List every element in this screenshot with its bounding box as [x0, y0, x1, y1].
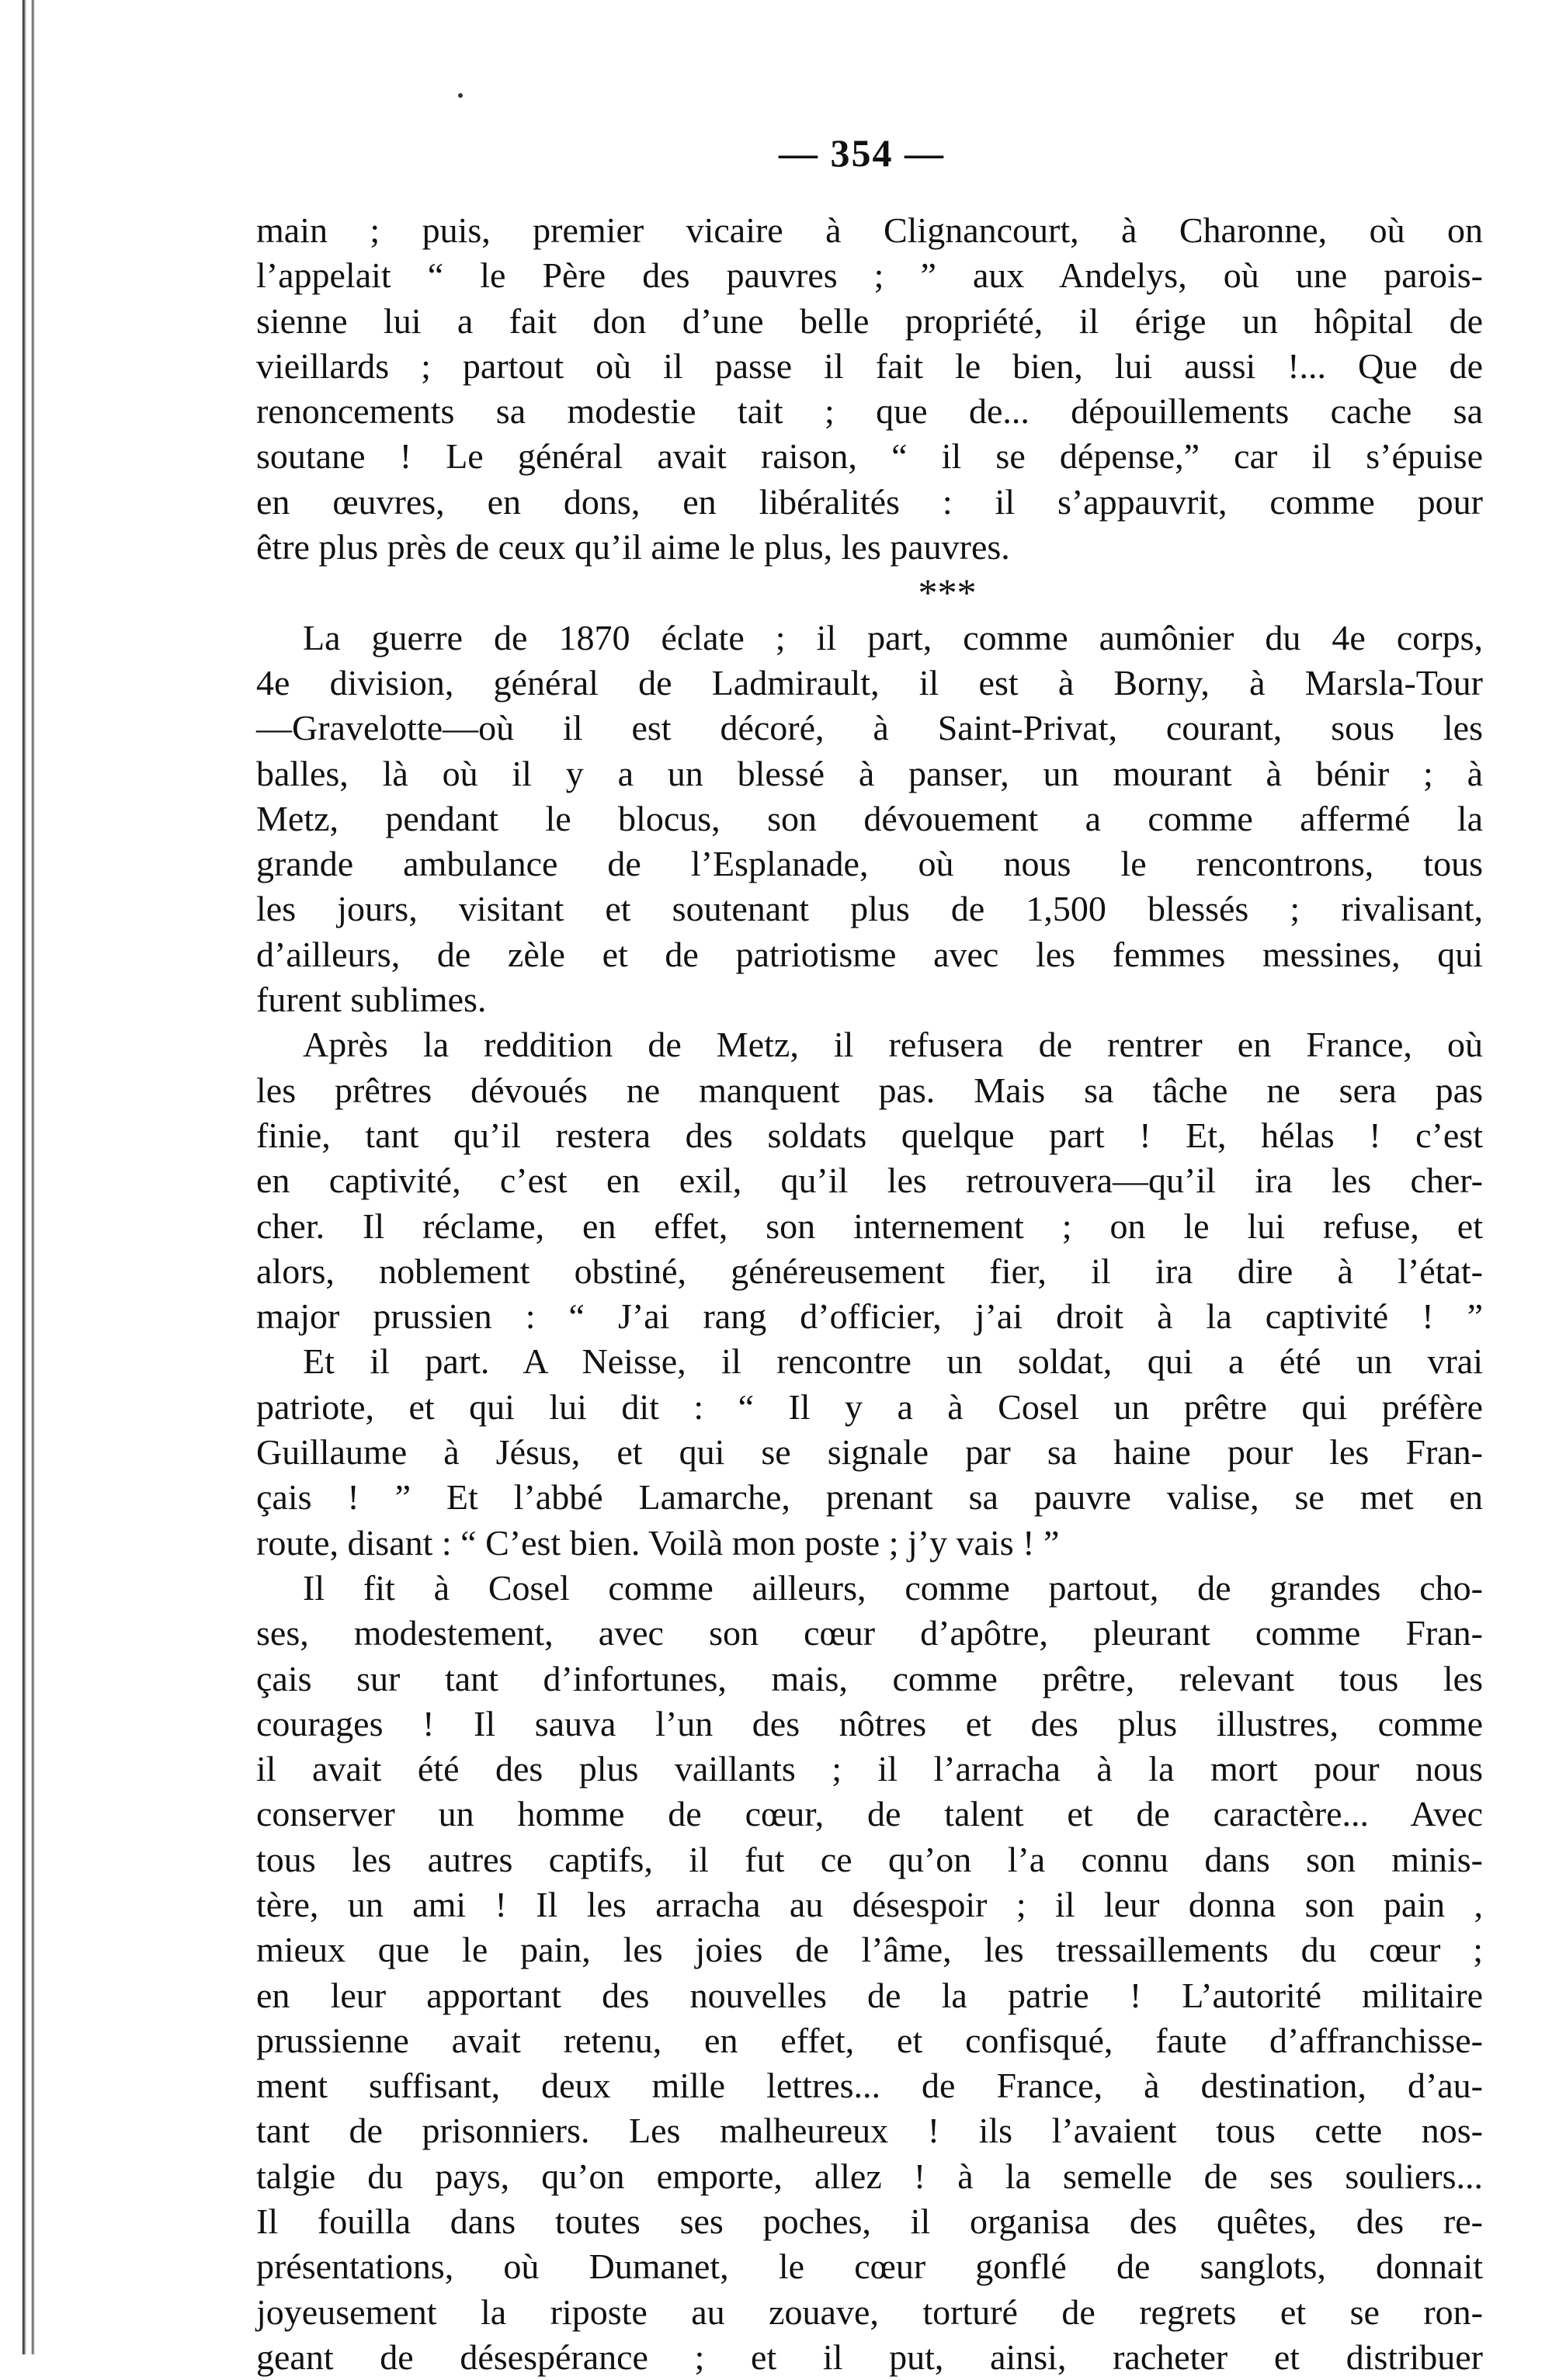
- text-line: alors, noblement obstiné, généreusement fier, il ira dire à l’état-: [256, 1251, 1483, 1291]
- text-line: d’ailleurs, de zèle et de patriotisme avec les femmes messines, qui: [256, 934, 1483, 974]
- text-line: mieux que le pain, les joies de l’âme, les tressaillements du cœur ;: [256, 1930, 1483, 1970]
- text-line: être plus près de ceux qu’il aime le plus, les pauvres.: [256, 527, 1010, 567]
- text-line: en leur apportant des nouvelles de la patrie ! L’autorité militaire: [256, 1975, 1483, 2015]
- text-line: ment suffisant, deux mille lettres... de France, à destination, d’au-: [256, 2066, 1483, 2106]
- text-line: conserver un homme de cœur, de talent et de caractère... Avec: [256, 1794, 1483, 1834]
- text-line: La guerre de 1870 éclate ; il part, comme aumônier du 4e corps,: [303, 617, 1483, 657]
- text-line: vieillards ; partout où il passe il fait le bien, lui aussi !... Que de: [256, 345, 1483, 386]
- text-line: il avait été des plus vaillants ; il l’arracha à la mort pour nous: [256, 1749, 1483, 1789]
- text-line: tous les autres captifs, il fut ce qu’on l’a connu dans son minis-: [256, 1839, 1483, 1879]
- text-line: route, disant : “ C’est bien. Voilà mon poste ; j’y vais ! ”: [256, 1522, 1060, 1563]
- text-line: cher. Il réclame, en effet, son internement ; on le lui refuse, et: [256, 1206, 1483, 1246]
- text-line: sienne lui a fait don d’une belle propriété, il érige un hôpital de: [256, 300, 1483, 341]
- binding-edge: [0, 0, 40, 2354]
- text-line: tère, un ami ! Il les arracha au désespoir ; il leur donna son pain ,: [256, 1884, 1483, 1924]
- text-line: çais sur tant d’infortunes, mais, comme prêtre, relevant tous les: [256, 1658, 1483, 1698]
- text-line: présentations, où Dumanet, le cœur gonflé de sanglots, donnait: [256, 2246, 1483, 2287]
- text-line: prussienne avait retenu, en effet, et confisqué, faute d’affranchisse-: [256, 2020, 1483, 2060]
- text-line: talgie du pays, qu’on emporte, allez ! à la semelle de ses souliers...: [256, 2156, 1483, 2196]
- text-line: patriote, et qui lui dit : “ Il y a à Cosel un prêtre qui préfère: [256, 1386, 1483, 1427]
- text-line: l’appelait “ le Père des pauvres ; ” aux Andelys, où une parois-: [256, 255, 1483, 296]
- text-line: en œuvres, en dons, en libéralités : il s’appauvrit, comme pour: [256, 481, 1483, 522]
- text-line: les prêtres dévoués ne manquent pas. Mais sa tâche ne sera pas: [256, 1070, 1483, 1110]
- text-line: Après la reddition de Metz, il refusera de rentrer en France, où: [303, 1025, 1483, 1065]
- text-line: Metz, pendant le blocus, son dévouement a comme affermé la: [256, 798, 1483, 838]
- section-separator: ***: [918, 571, 977, 615]
- page-text: [256, 208, 1483, 2380]
- text-line: Il fouilla dans toutes ses poches, il organisa des quêtes, des re-: [256, 2201, 1483, 2242]
- text-line: ses, modestement, avec son cœur d’apôtre, pleurant comme Fran-: [256, 1613, 1483, 1653]
- text-line: Guillaume à Jésus, et qui se signale par sa haine pour les Fran-: [256, 1432, 1483, 1473]
- text-line: —Gravelotte—où il est décoré, à Saint-Privat, courant, sous les: [256, 708, 1483, 748]
- text-line: tant de prisonniers. Les malheureux ! ils l’avaient tous cette nos-: [256, 2111, 1483, 2151]
- print-speck: [458, 93, 463, 98]
- text-line: major prussien : “ J’ai rang d’officier, j’ai droit à la captivité ! ”: [256, 1296, 1483, 1337]
- text-line: Et il part. A Neisse, il rencontre un soldat, qui a été un vrai: [303, 1341, 1483, 1382]
- text-line: Il fit à Cosel comme ailleurs, comme partout, de grandes cho-: [303, 1567, 1483, 1608]
- text-line: 4e division, général de Ladmirault, il est à Borny, à Marsla-Tour: [256, 662, 1483, 703]
- text-line: balles, là où il y a un blessé à panser, un mourant à bénir ; à: [256, 753, 1483, 793]
- text-line: en captivité, c’est en exil, qu’il les retrouvera—qu’il ira les cher-: [256, 1161, 1483, 1201]
- text-line: courages ! Il sauva l’un des nôtres et des plus illustres, comme: [256, 1703, 1483, 1743]
- text-line: joyeusement la riposte au zouave, torturé de regrets et se ron-: [256, 2292, 1483, 2332]
- text-line: finie, tant qu’il restera des soldats quelque part ! Et, hélas ! c’est: [256, 1115, 1483, 1155]
- text-line: les jours, visitant et soutenant plus de 1,500 blessés ; rivalisant,: [256, 889, 1483, 929]
- text-line: renoncements sa modestie tait ; que de... dépouillements cache sa: [256, 391, 1483, 432]
- text-line: geant de désespérance ; et il put, ainsi, racheter et distribuer: [256, 2337, 1483, 2377]
- text-line: furent sublimes.: [256, 980, 487, 1020]
- text-line: main ; puis, premier vicaire à Clignancourt, à Charonne, où on: [256, 210, 1483, 250]
- text-line: çais ! ” Et l’abbé Lamarche, prenant sa pauvre valise, se met en: [256, 1477, 1483, 1518]
- page-number: — 354 —: [779, 131, 945, 175]
- text-line: grande ambulance de l’Esplanade, où nous le rencontrons, tous: [256, 844, 1483, 884]
- text-line: soutane ! Le général avait raison, “ il se dépense,” car il s’épuise: [256, 436, 1483, 477]
